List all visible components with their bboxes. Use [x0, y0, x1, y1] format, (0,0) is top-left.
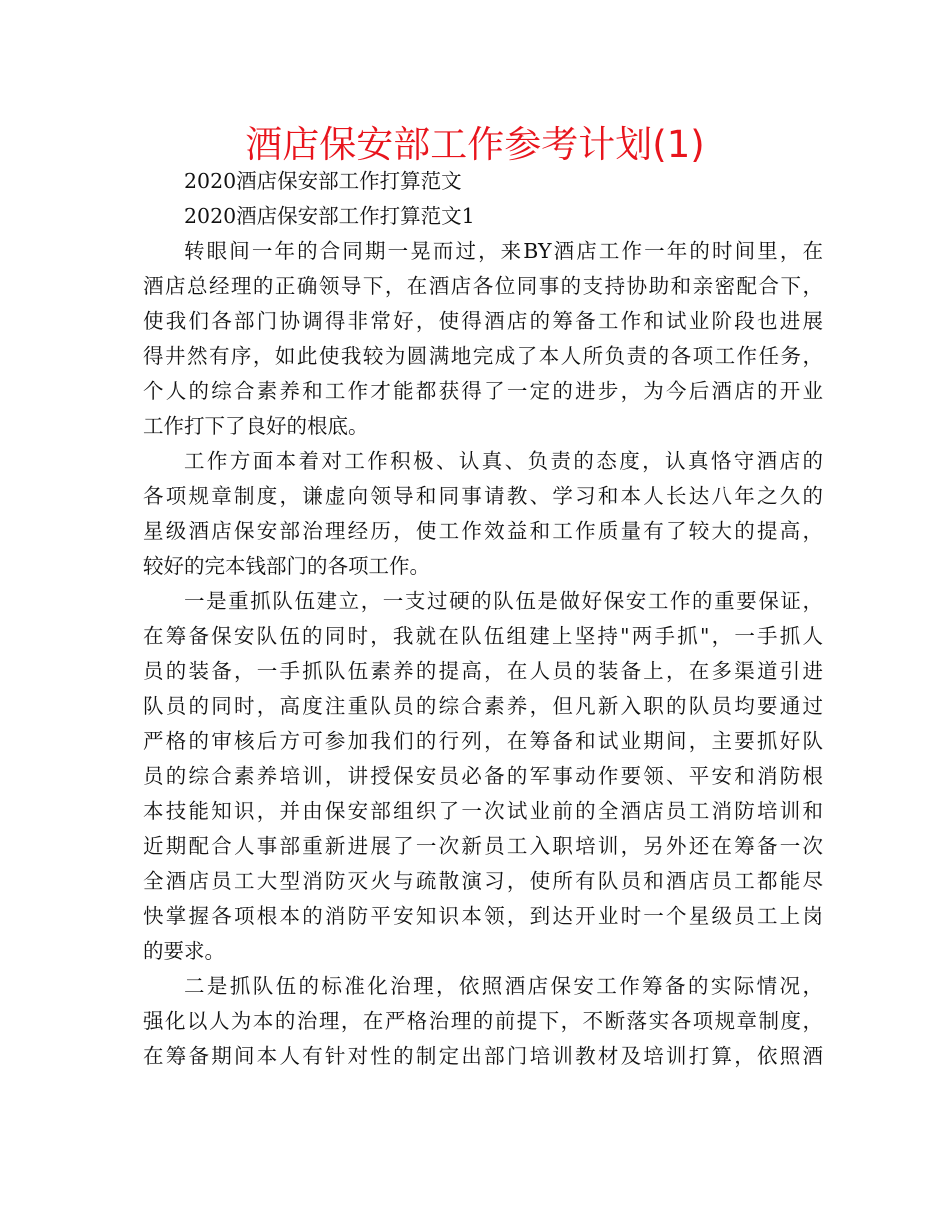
document-body — [143, 164, 823, 1074]
paragraph-line: 一是重抓队伍建立，一支过硬的队伍是做好保安工作的重要保证， — [184, 589, 823, 613]
paragraph-line: 近期配合人事部重新进展了一次新员工入职培训，另外还在筹备一次 — [143, 834, 823, 858]
paragraph-line: 快掌握各项根本的消防平安知识本领，到达开业时一个星级员工上岗 — [143, 904, 823, 928]
paragraph-line: 使我们各部门协调得非常好，使得酒店的筹备工作和试业阶段也进展 — [143, 309, 823, 333]
paragraph-line: 在筹备保安队伍的同时，我就在队伍组建上坚持"两手抓"，一手抓人 — [143, 624, 823, 648]
paragraph-line: 全酒店员工大型消防灭火与疏散演习，使所有队员和酒店员工都能尽 — [143, 869, 823, 893]
paragraph-line: 各项规章制度，谦虚向领导和同事请教、学习和本人长达八年之久的 — [143, 484, 823, 508]
paragraph-line: 队员的同时，高度注重队员的综合素养，但凡新入职的队员均要通过 — [143, 694, 823, 718]
paragraph-line: 转眼间一年的合同期一晃而过，来BY酒店工作一年的时间里，在 — [184, 239, 823, 263]
paragraph-line: 在筹备期间本人有针对性的制定出部门培训教材及培训打算，依照酒 — [143, 1044, 823, 1068]
paragraph-line: 酒店总经理的正确领导下，在酒店各位同事的支持协助和亲密配合下， — [143, 274, 823, 298]
paragraph-line: 星级酒店保安部治理经历，使工作效益和工作质量有了较大的提高， — [143, 519, 823, 543]
paragraph-line: 工作方面本着对工作积极、认真、负责的态度，认真恪守酒店的 — [184, 449, 823, 473]
paragraph-line: 强化以人为本的治理，在严格治理的前提下，不断落实各项规章制度， — [143, 1009, 823, 1033]
paragraph-line: 严格的审核后方可参加我们的行列，在筹备和试业期间，主要抓好队 — [143, 729, 823, 753]
paragraph-line: 员的综合素养培训，讲授保安员必备的军事动作要领、平安和消防根 — [143, 764, 823, 788]
paragraph-line: 二是抓队伍的标准化治理，依照酒店保安工作筹备的实际情况， — [184, 974, 823, 998]
paragraph-line: 本技能知识，并由保安部组织了一次试业前的全酒店员工消防培训和 — [143, 799, 823, 823]
document-title: 酒店保安部工作参考计划(1) — [245, 123, 705, 166]
section-heading: 2020酒店保安部工作打算范文1 — [184, 204, 475, 228]
paragraph-line: 的要求。 — [143, 939, 225, 963]
paragraph-line: 工作打下了良好的根底。 — [143, 414, 369, 438]
paragraph-line: 员的装备，一手抓队伍素养的提高，在人员的装备上，在多渠道引进 — [143, 659, 823, 683]
subtitle-line: 2020酒店保安部工作打算范文 — [184, 169, 462, 193]
paragraph-line: 个人的综合素养和工作才能都获得了一定的进步，为今后酒店的开业 — [143, 379, 823, 403]
paragraph-line: 较好的完本钱部门的各项工作。 — [143, 554, 430, 578]
paragraph-line: 得井然有序，如此使我较为圆满地完成了本人所负责的各项工作任务， — [143, 344, 823, 368]
